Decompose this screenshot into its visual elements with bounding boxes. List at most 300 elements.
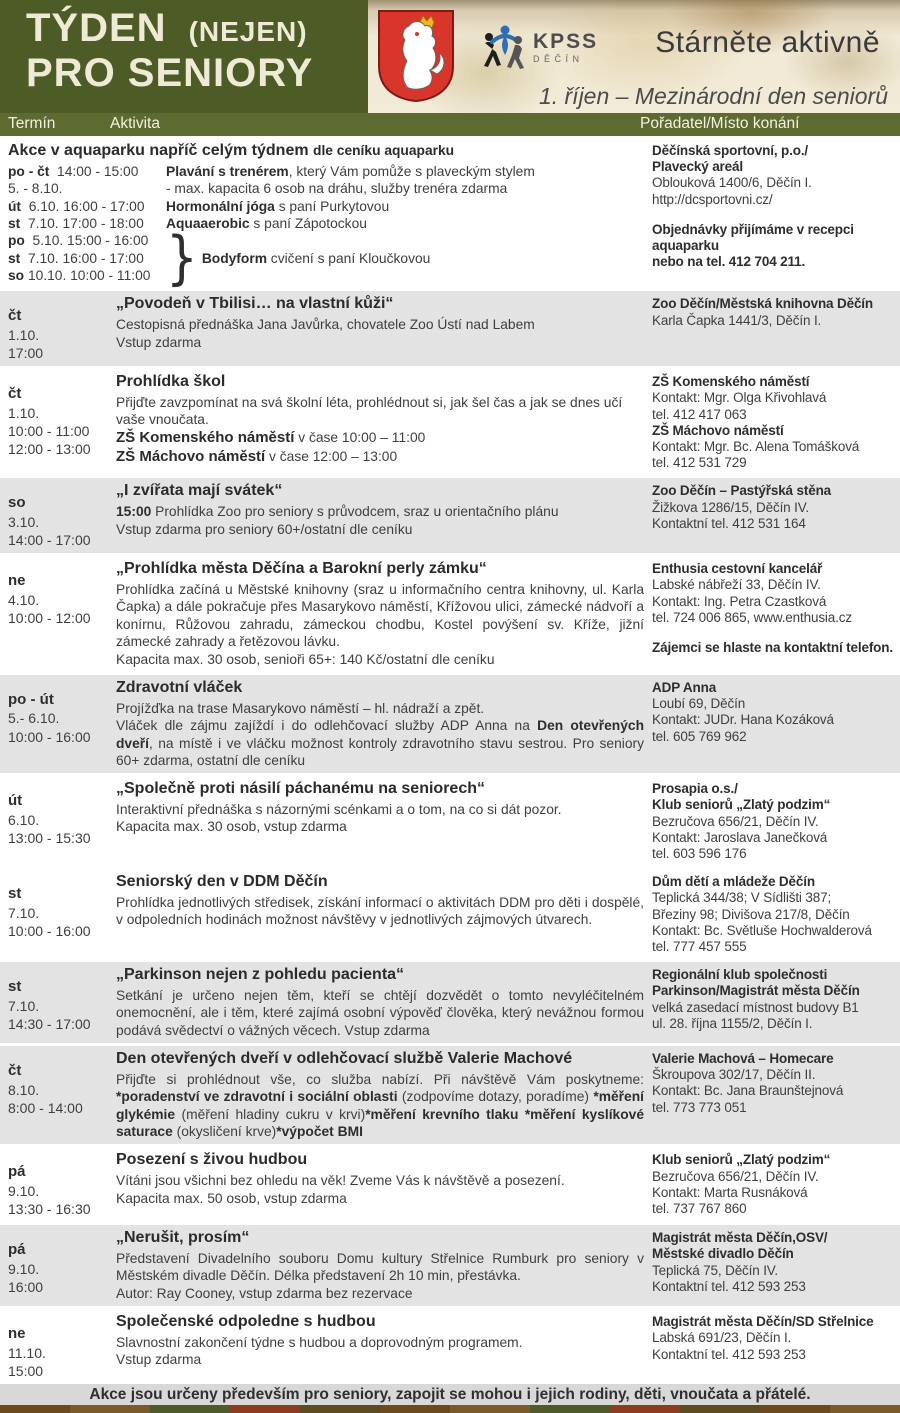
organizer-line bbox=[652, 814, 894, 830]
organizer-line bbox=[652, 577, 894, 593]
organizer-line bbox=[652, 874, 894, 890]
schedule-date bbox=[8, 198, 166, 215]
activity-title bbox=[8, 141, 644, 162]
termin-cell bbox=[8, 559, 108, 668]
organizer-segment: Kontaktní tel. 412 593 253 bbox=[652, 1278, 806, 1294]
title-pro-seniory: PRO SENIORY bbox=[26, 50, 314, 95]
organizer-line bbox=[652, 254, 894, 270]
kpss-logo-name: KPSS bbox=[533, 29, 599, 53]
activity-text-segment: *výpočet BMI bbox=[276, 1123, 363, 1139]
organizer-segment: Regionální klub společnosti bbox=[652, 967, 828, 983]
termin-detail: 8.10. bbox=[8, 1081, 40, 1098]
activity-text-line bbox=[116, 316, 644, 333]
termin-detail: 14:00 - 17:00 bbox=[8, 532, 91, 549]
title-block bbox=[0, 0, 368, 113]
schedule-date-segment: 5. - 8.10. bbox=[8, 181, 63, 197]
event-row bbox=[0, 369, 900, 475]
organizer-line bbox=[652, 222, 894, 254]
organizer-segment: Loubí 69, Děčín bbox=[652, 696, 746, 712]
organizer-line bbox=[652, 407, 894, 423]
activity-text-segment: *měření glykémie bbox=[116, 1089, 644, 1122]
organizer-segment: tel. 773 773 051 bbox=[652, 1099, 747, 1115]
organizer-segment: Magistrát města Děčín,OSV/ bbox=[652, 1230, 828, 1246]
organizer-line bbox=[652, 159, 894, 175]
event-row bbox=[0, 1225, 900, 1306]
event-row bbox=[0, 291, 900, 366]
organizer-line bbox=[652, 1246, 894, 1262]
activity-cell bbox=[116, 872, 644, 955]
organizer-cell bbox=[652, 779, 894, 862]
activity-text-segment: Vstup zdarma pro seniory 60+/ostatní dle ceníku bbox=[116, 521, 413, 537]
activity-title bbox=[116, 559, 644, 580]
organizer-cell bbox=[652, 1150, 894, 1218]
activity-cell bbox=[116, 779, 644, 862]
organizer-line bbox=[652, 781, 894, 797]
bottom-photo-strip bbox=[0, 1405, 900, 1413]
activity-text-line bbox=[116, 717, 644, 769]
activity-text-segment: Prohlídka začíná u Městské knihovny (sraz u informačního centra knihovny, ul. Karla Čapka) a dále pokračuje přes Masarykovo náměstí, Křížovou ulici, zámecké nádvoří a konírnu, Růžovou zahradu, zámeckou chodbu, Kostel povýšení sv. Kříže, jižní zámecké zahrady a řetězovou lávku. bbox=[116, 582, 644, 650]
organizer-cell bbox=[652, 872, 894, 955]
organizer-line bbox=[652, 423, 894, 439]
organizer-line bbox=[652, 516, 894, 532]
termin-cell bbox=[8, 965, 108, 1039]
organizer-line bbox=[652, 1279, 894, 1295]
activity-cell bbox=[116, 678, 644, 769]
activity-text-segment: Vláček dle zájmu zajíždí i do odlehčovací služby ADP Anna na bbox=[116, 718, 538, 734]
termin-detail: 5.- 6.10. bbox=[8, 710, 60, 727]
schedule-line bbox=[8, 163, 644, 180]
activity-title-segment: „Prohlídka města Děčína a Barokní perly zámku“ bbox=[116, 560, 487, 578]
organizer-line bbox=[652, 143, 894, 159]
organizer-segment: Kontakt: Mgr. Bc. Alena Tomášková bbox=[652, 439, 860, 455]
termin-day: st bbox=[8, 978, 22, 996]
termin-day: st bbox=[8, 885, 22, 903]
activity-text-line bbox=[116, 581, 644, 651]
organizer-line bbox=[652, 1051, 894, 1067]
schedule-description bbox=[166, 163, 644, 180]
organizer-line bbox=[652, 967, 894, 983]
termin-detail: 3.10. bbox=[8, 513, 40, 530]
activity-title bbox=[116, 294, 644, 315]
termin-detail: 10:00 - 16:00 bbox=[8, 728, 91, 745]
organizer-line bbox=[652, 846, 894, 862]
schedule-date bbox=[8, 232, 166, 249]
termin-detail: 6.10. bbox=[8, 811, 40, 828]
organizer-line bbox=[652, 907, 894, 923]
kpss-figures-icon bbox=[480, 24, 528, 70]
organizer-line bbox=[652, 1347, 894, 1363]
organizer-segment: Dům dětí a mládeže Děčín bbox=[652, 874, 815, 890]
schedule-description-segment: Aquaaerobic bbox=[166, 215, 250, 231]
activity-cell bbox=[8, 141, 644, 292]
activity-cell bbox=[116, 1312, 644, 1380]
activity-title-segment: Den otevřených dveří v odlehčovací službě Valerie Machové bbox=[116, 1050, 573, 1068]
schedule-line bbox=[8, 198, 644, 215]
schedule-description bbox=[166, 198, 644, 215]
organizer-segment: ZŠ Komenského náměstí bbox=[652, 374, 810, 390]
organizer-line bbox=[652, 923, 894, 939]
activity-text-line bbox=[116, 1285, 644, 1302]
activity-text-line bbox=[116, 1334, 644, 1351]
schedule-date-segment: 6.10. 16:00 - 17:00 bbox=[21, 198, 145, 214]
activity-text-segment: Den otevřených dveří bbox=[116, 718, 644, 751]
organizer-line bbox=[652, 1230, 894, 1246]
activity-title-segment: Prohlídka škol bbox=[116, 373, 226, 391]
activity-cell bbox=[116, 481, 644, 549]
activity-text-segment: Kapacita max. 30 osob, senioři 65+: 140 Kč/ostatní dle ceníku bbox=[116, 651, 495, 667]
activity-cell bbox=[116, 1049, 644, 1140]
schedule-date bbox=[8, 250, 166, 267]
activity-title-segment: „Nerušit, prosím“ bbox=[116, 1229, 250, 1247]
schedule-description bbox=[202, 250, 644, 267]
organizer-line bbox=[652, 483, 894, 499]
title-nejen: (NEJEN) bbox=[188, 16, 308, 47]
organizer-segment: tel. 737 767 860 bbox=[652, 1200, 747, 1216]
activity-text-segment: Slavnostní zakončení týdne s hudbou a doprovodným programem. bbox=[116, 1334, 523, 1350]
organizer-line bbox=[652, 1100, 894, 1116]
organizer-segment: Objednávky přijímáme v recepci aquaparku bbox=[652, 221, 854, 253]
event-row bbox=[0, 1046, 900, 1144]
activity-text-segment: Autor: Ray Cooney, vstup zdarma bez rezervace bbox=[116, 1285, 413, 1301]
organizer-segment: Kontakt: Marta Rusnáková bbox=[652, 1184, 808, 1200]
activity-text-segment: ZŠ Komenského náměstí bbox=[116, 428, 295, 446]
organizer-segment: Kontakt: Jaroslava Janečková bbox=[652, 829, 828, 845]
schedule-date-segment: so bbox=[8, 268, 25, 284]
organizer-segment: tel. 603 596 176 bbox=[652, 846, 747, 862]
organizer-line bbox=[652, 1016, 894, 1032]
schedule-description-segment: s paní Zápotockou bbox=[249, 215, 367, 231]
organizer-segment: Kontakt: Mgr. Olga Křivohlavá bbox=[652, 390, 827, 406]
organizer-cell bbox=[652, 1228, 894, 1302]
organizer-line bbox=[652, 797, 894, 813]
organizer-cell bbox=[652, 372, 894, 471]
footer-band bbox=[0, 1384, 900, 1405]
activity-text-segment: (okysličení krve) bbox=[176, 1123, 277, 1139]
organizer-segment: Žižkova 1286/15, Děčín IV. bbox=[652, 499, 809, 515]
brace-icon: } bbox=[166, 225, 198, 292]
termin-detail: 1.10. bbox=[8, 404, 40, 421]
schedule-date-segment: 10.10. 10:00 - 11:00 bbox=[24, 268, 151, 284]
organizer-cell bbox=[652, 481, 894, 549]
termin-cell bbox=[8, 294, 108, 362]
activity-text-segment: Přijďte si prohlédnout vše, co služba nabízí. Při návštěvě Vám poskytneme: bbox=[116, 1071, 644, 1087]
organizer-segment: Parkinson/Magistrát města Děčín bbox=[652, 983, 860, 999]
activity-title-segment: „Povodeň v Tbilisi… na vlastní kůži“ bbox=[116, 295, 394, 313]
activity-title bbox=[116, 965, 644, 986]
organizer-cell bbox=[652, 965, 894, 1039]
organizer-line bbox=[652, 1314, 894, 1330]
activity-text-segment: ZŠ Máchovo náměstí bbox=[116, 447, 266, 465]
organizer-segment: velká zasedací místnost budovy B1 bbox=[652, 999, 859, 1015]
termin-cell bbox=[8, 372, 108, 471]
activity-title bbox=[116, 481, 644, 502]
termin-cell bbox=[8, 1150, 108, 1218]
activity-title-segment: Společenské odpoledne s hudbou bbox=[116, 1313, 376, 1331]
organizer-line bbox=[652, 1330, 894, 1346]
organizer-segment: Enthusia cestovní kancelář bbox=[652, 561, 823, 577]
organizer-segment: Labská 691/23, Děčín I. bbox=[652, 1330, 792, 1346]
organizer-line bbox=[652, 890, 894, 906]
termin-detail: 10:00 - 11:00 bbox=[8, 422, 90, 439]
activity-text-segment: Cestopisná přednáška Jana Javůrka, chovatele Zoo Ústí nad Labem bbox=[116, 317, 535, 333]
organizer-segment: Škroupova 302/17, Děčín II. bbox=[652, 1067, 816, 1083]
event-row bbox=[0, 478, 900, 553]
activity-title-segment: „Společně proti násilí páchanému na seniorech“ bbox=[116, 780, 485, 798]
schedule-date bbox=[8, 215, 166, 232]
organizer-segment: Prosapia o.s./ bbox=[652, 781, 738, 797]
activity-text-line bbox=[116, 1172, 644, 1189]
activity-title bbox=[116, 872, 644, 893]
kpss-logo bbox=[480, 24, 598, 70]
activity-text-segment: Interaktivní přednáška s názornými scénkami a o tom, na co si dát pozor. bbox=[116, 802, 562, 818]
organizer-cell bbox=[652, 294, 894, 362]
organizer-link-segment: http://dcsportovni.cz/ bbox=[652, 191, 773, 207]
termin-detail: 13:30 - 16:30 bbox=[8, 1201, 91, 1218]
organizer-line bbox=[652, 696, 894, 712]
activity-cell bbox=[116, 1228, 644, 1302]
schedule-date-segment: 7.10. 16:00 - 17:00 bbox=[20, 250, 144, 266]
organizer-line bbox=[652, 374, 894, 390]
termin-detail: 8:00 - 14:00 bbox=[8, 1099, 83, 1116]
activity-text-line bbox=[116, 334, 644, 351]
organizer-line bbox=[652, 729, 894, 745]
organizer-line bbox=[652, 712, 894, 728]
activity-text-line bbox=[116, 987, 644, 1039]
organizer-segment: Klub seniorů „Zlatý podzim“ bbox=[652, 1152, 831, 1168]
organizer-segment: Karla Čapka 1441/3, Děčín I. bbox=[652, 312, 822, 328]
organizer-line bbox=[652, 680, 894, 696]
activity-text-segment: Prohlídka jednotlivých středisek, získání informací o aktivitách DDM pro děti i dospělé, v odpoledních hodinách možnost návštěvy v jednotlivých zájmových útvarech. bbox=[116, 895, 644, 928]
organizer-segment: tel. 777 457 555 bbox=[652, 938, 747, 954]
header-photo-area bbox=[368, 0, 900, 113]
termin-detail: 10:00 - 12:00 bbox=[8, 609, 91, 626]
organizer-line bbox=[652, 1083, 894, 1099]
activity-title-segment: Posezení s živou hudbou bbox=[116, 1151, 308, 1169]
organizer-line bbox=[652, 640, 894, 656]
organizer-cell bbox=[652, 1049, 894, 1140]
activity-cell bbox=[116, 372, 644, 471]
schedule-date-segment: po bbox=[8, 233, 25, 249]
poster-header bbox=[0, 0, 900, 113]
organizer-segment: Březiny 98; Divišova 217/8, Děčín bbox=[652, 906, 850, 922]
activity-text-line bbox=[116, 1071, 644, 1141]
organizer-segment: Magistrát města Děčín/SD Střelnice bbox=[652, 1314, 874, 1330]
kpss-logo-text bbox=[533, 31, 598, 64]
organizer-segment: Teplická 344/38; V Sídlišti 387; bbox=[652, 890, 832, 906]
organizer-cell bbox=[652, 559, 894, 668]
activity-text-segment: (měření hladiny cukru v krvi) bbox=[181, 1106, 366, 1122]
activity-text-segment: (zodpovíme dotazy, poradíme) bbox=[401, 1089, 594, 1105]
slogan: Stárněte aktivně bbox=[655, 26, 880, 59]
termin-cell bbox=[8, 1228, 108, 1302]
schedule-date-segment: st bbox=[8, 215, 21, 231]
decin-coat-of-arms-icon bbox=[376, 8, 456, 104]
activity-title-segment: Zdravotní vláček bbox=[116, 678, 243, 696]
activity-title bbox=[116, 1150, 644, 1171]
organizer-segment: ZŠ Máchovo náměstí bbox=[652, 422, 784, 438]
brace-dates bbox=[8, 232, 166, 284]
organizer-segment: nebo na tel. 412 704 211. bbox=[652, 254, 806, 270]
termin-day: pá bbox=[8, 1241, 26, 1259]
organizer-cell bbox=[652, 141, 894, 284]
event-row bbox=[0, 962, 900, 1043]
termin-cell bbox=[8, 1312, 108, 1380]
organizer-segment: Valerie Machová – Homecare bbox=[652, 1051, 834, 1067]
activity-text-segment: Vstup zdarma bbox=[116, 334, 202, 350]
organizer-line bbox=[652, 939, 894, 955]
schedule-date-segment: 5.10. 15:00 - 16:00 bbox=[24, 233, 149, 249]
termin-detail: 9.10. bbox=[8, 1182, 40, 1199]
schedule-date-segment: út bbox=[8, 198, 22, 214]
activity-text-segment: Setkání je určeno nejen těm, kteří se chtějí dozvědět o tomto nevyléčitelném onemocnění, ale i těm, které zajímá osobní výpověď člověka, který nevážnou formou podává svědectví o vážných věcech. Vstup zdarma bbox=[116, 987, 644, 1038]
organizer-line bbox=[652, 1201, 894, 1217]
activity-text-segment: v čase 12:00 – 13:00 bbox=[265, 448, 398, 464]
activity-text-line bbox=[116, 1250, 644, 1285]
organizer-segment: Kontakt: JUDr. Hana Kozáková bbox=[652, 712, 834, 728]
organizer-segment: tel. 412 417 063 bbox=[652, 406, 747, 422]
activity-title-segment: „Parkinson nejen z pohledu pacienta“ bbox=[116, 966, 405, 984]
activity-title-segment: dle ceníku aquaparku bbox=[313, 143, 455, 158]
termin-detail: 11.10. bbox=[8, 1344, 46, 1361]
termin-detail: 4.10. bbox=[8, 591, 40, 608]
organizer-line bbox=[652, 500, 894, 516]
termin-detail: 17:00 bbox=[8, 345, 44, 362]
activity-text-line bbox=[116, 700, 644, 717]
organizer-line bbox=[652, 594, 894, 610]
termin-day: po - út bbox=[8, 690, 54, 708]
activity-text-segment: Kapacita max. 30 osob, vstup zdarma bbox=[116, 819, 347, 835]
activity-text-segment: Vítáni jsou všichni bez ohledu na věk! Zveme Vás k návštěvě a posezení. bbox=[116, 1173, 565, 1189]
organizer-segment: Bezručova 656/21, Děčín IV. bbox=[652, 813, 819, 829]
schedule-description bbox=[166, 215, 644, 232]
event-row bbox=[0, 138, 900, 292]
termin-detail: 10:00 - 16:00 bbox=[8, 922, 91, 939]
event-rows bbox=[0, 136, 900, 1384]
column-header-aktivita: Aktivita bbox=[110, 115, 160, 132]
organizer-segment: Kontakt: Ing. Petra Czastková bbox=[652, 593, 827, 609]
schedule-date bbox=[8, 163, 166, 180]
schedule-line bbox=[8, 180, 644, 197]
organizer-line bbox=[652, 439, 894, 455]
schedule-date bbox=[8, 267, 166, 284]
activity-text-segment: *poradenství ve zdravotní i sociální oblasti bbox=[116, 1089, 402, 1105]
organizer-cell bbox=[652, 678, 894, 769]
termin-detail: 1.10. bbox=[8, 326, 40, 343]
organizer-line bbox=[652, 455, 894, 471]
organizer-segment: Plavecký areál bbox=[652, 159, 743, 175]
activity-text-segment: Vstup zdarma bbox=[116, 1352, 202, 1368]
organizer-segment: Labské nábřeží 33, Děčín IV. bbox=[652, 577, 821, 593]
organizer-line bbox=[652, 983, 894, 999]
kpss-logo-city: DĚČÍN bbox=[533, 53, 584, 64]
organizer-segment: Městské divadlo Děčín bbox=[652, 1246, 794, 1262]
schedule-description-segment: Hormonální jóga bbox=[166, 198, 275, 214]
schedule-date-segment: 14:00 - 15:00 bbox=[49, 163, 139, 179]
organizer-line bbox=[652, 561, 894, 577]
activity-title bbox=[116, 1049, 644, 1070]
activity-text-line bbox=[116, 503, 644, 520]
organizer-line bbox=[652, 1169, 894, 1185]
termin-cell bbox=[8, 481, 108, 549]
organizer-segment: ul. 28. října 1155/2, Děčín I. bbox=[652, 1015, 813, 1031]
activity-text-line bbox=[116, 818, 644, 835]
activity-text-segment: Kapacita max. 50 osob, vstup zdarma bbox=[116, 1190, 347, 1206]
activity-cell bbox=[116, 965, 644, 1039]
activity-title bbox=[116, 372, 644, 393]
termin-day: pá bbox=[8, 1163, 26, 1181]
termin-detail: 15:00 bbox=[8, 1362, 44, 1379]
activity-title bbox=[116, 1228, 644, 1249]
activity-title-segment: Akce v aquaparku napříč celým týdnem bbox=[8, 142, 314, 159]
termin-day: so bbox=[8, 494, 26, 512]
schedule-description-segment: cvičení s paní Kloučkovou bbox=[266, 250, 431, 266]
schedule-description-segment: , který Vám pomůže s plaveckým stylem bbox=[288, 163, 535, 179]
schedule-date bbox=[8, 180, 166, 197]
title-line-1 bbox=[26, 6, 368, 51]
schedule-description-segment: s paní Purkytovou bbox=[274, 198, 390, 214]
organizer-line bbox=[652, 390, 894, 406]
activity-text-segment: v čase 10:00 – 11:00 bbox=[294, 429, 426, 445]
activity-cell bbox=[116, 1150, 644, 1218]
schedule-description bbox=[166, 180, 644, 197]
activity-text-segment: 15:00 bbox=[116, 504, 156, 520]
subtitle: 1. říjen – Mezinárodní den seniorů bbox=[538, 83, 888, 109]
organizer-segment: Děčínská sportovní, p.o./ bbox=[652, 143, 809, 158]
schedule-date-segment: po - čt bbox=[8, 163, 50, 179]
event-row bbox=[0, 1147, 900, 1222]
termin-detail: 7.10. bbox=[8, 904, 40, 921]
organizer-line bbox=[652, 1263, 894, 1279]
activity-text-segment: *měření krevního tlaku *měření kyslíkové saturace bbox=[116, 1106, 644, 1139]
schedule-date-segment: st bbox=[8, 250, 21, 266]
organizer-link[interactable] bbox=[652, 192, 773, 207]
schedule-date-segment: 7.10. 17:00 - 18:00 bbox=[20, 215, 144, 231]
termin-cell bbox=[8, 678, 108, 769]
schedule-brace-group bbox=[8, 225, 644, 292]
activity-title-segment: Seniorský den v DDM Děčín bbox=[116, 873, 328, 891]
activity-text-line bbox=[116, 521, 644, 538]
organizer-link-line bbox=[652, 192, 894, 208]
schedule-description-segment: Plavání s trenérem bbox=[166, 163, 289, 179]
termin-detail: 13:00 - 15:30 bbox=[8, 829, 91, 846]
activity-cell bbox=[116, 559, 644, 668]
column-header-termin: Termín bbox=[8, 115, 56, 132]
organizer-link[interactable] bbox=[652, 610, 852, 625]
termin-day: čt bbox=[8, 307, 22, 325]
activity-text-line bbox=[116, 448, 644, 467]
title-tyden: TÝDEN bbox=[26, 6, 167, 50]
organizer-segment: Kontaktní tel. 412 593 253 bbox=[652, 1346, 806, 1362]
organizer-line bbox=[652, 1152, 894, 1168]
organizer-segment: Teplická 75, Děčín IV. bbox=[652, 1262, 779, 1278]
organizer-segment: Kontakt: Bc. Světluše Hochwalderová bbox=[652, 922, 872, 938]
termin-detail: 12:00 - 13:00 bbox=[8, 441, 91, 458]
activity-text-line bbox=[116, 1351, 644, 1368]
termin-detail: 7.10. bbox=[8, 997, 40, 1014]
organizer-segment: Kontakt: Bc. Jana Braunštejnová bbox=[652, 1083, 844, 1099]
activity-text-line bbox=[116, 801, 644, 818]
event-row bbox=[0, 1309, 900, 1384]
termin-cell bbox=[8, 872, 108, 955]
termin-day: út bbox=[8, 792, 23, 810]
event-row bbox=[0, 776, 900, 866]
organizer-line bbox=[652, 830, 894, 846]
schedule-description-segment: - max. kapacita 6 osob na dráhu, služby trenéra zdarma bbox=[166, 181, 508, 197]
activity-title bbox=[116, 678, 644, 699]
termin-day: čt bbox=[8, 1062, 22, 1080]
schedule-line bbox=[8, 215, 644, 232]
termin-cell bbox=[8, 779, 108, 862]
